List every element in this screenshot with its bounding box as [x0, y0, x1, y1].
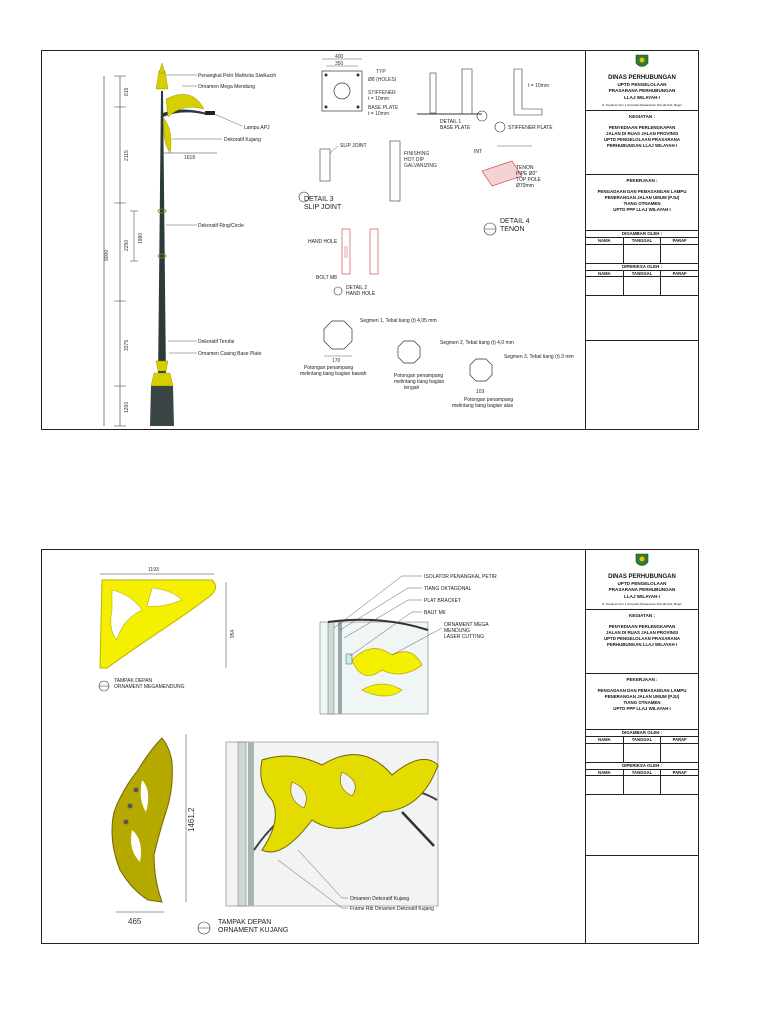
svg-text:ORNAMENT MEGAMENDUNG: ORNAMENT MEGAMENDUNG [114, 684, 185, 690]
digambar-block [586, 231, 698, 264]
diperiksa-label: DIPERIKSA OLEH : [586, 763, 698, 770]
lightning-crown [156, 71, 168, 89]
label-penangkal-petir: Penangkal Petir Mahkota Siwikacih [198, 73, 277, 79]
svg-text:HAND HOLE: HAND HOLE [346, 291, 376, 297]
org-name: DINAS PERHUBUNGAN [608, 574, 676, 581]
svg-text:DETAIL 1: DETAIL 1 [440, 119, 462, 125]
svg-text:Segmen 3, Tebal tiang (t) 3 mm: Segmen 3, Tebal tiang (t) 3 mm [504, 354, 574, 360]
detail-2-hand-hole [308, 229, 378, 297]
dim-1980: 1980 [138, 232, 144, 244]
svg-text:TAMPAK DEPAN: TAMPAK DEPAN [114, 678, 153, 684]
kegiatan-line: UPTD PENGELOLAAN PRASARANA [603, 137, 681, 143]
org-sub-line: PRASARANA PERHUBUNGAN [608, 88, 676, 94]
cross-section-middle [394, 340, 514, 391]
kegiatan-label: KEGIATAN : [628, 613, 656, 618]
svg-text:Potongan penampang: Potongan penampang [464, 397, 514, 403]
diperiksa-label: DIPERIKSA OLEH : [586, 264, 698, 271]
svg-text:TENON: TENON [500, 226, 525, 233]
svg-text:Ø70mm: Ø70mm [516, 183, 534, 189]
diperiksa-block [586, 763, 698, 796]
kegiatan-line: PERHUBUNGAN LLAJ WILAYAH I [606, 143, 678, 148]
pekerjaan-label: PEKERJAAN : [626, 677, 658, 682]
svg-text:t = 10mm: t = 10mm [528, 83, 549, 89]
digambar-label: DIGAMBAR OLEH : [586, 730, 698, 737]
svg-text:melintang tiang bagian bawah: melintang tiang bagian bawah [300, 371, 367, 377]
org-sub-line: LLAJ WILAYAH I [624, 94, 660, 100]
west-java-emblem-icon [635, 553, 649, 569]
svg-text:ORNAMENT KUJANG: ORNAMENT KUJANG [218, 927, 289, 934]
base-plate-casing [150, 386, 174, 426]
dim-3375: 3375 [124, 339, 130, 351]
svg-text:SLIP JOINT: SLIP JOINT [340, 143, 367, 149]
kujang-assembly-closeup [198, 742, 438, 934]
label-dekoratif-kujang: Dekoratif Kujang [224, 137, 261, 143]
org-sub-line: UPTD PENGELOLAAN [617, 581, 667, 587]
callout-kujang-frame: Frame Rib Ornamen Dekoratif Kujang [350, 906, 434, 912]
svg-text:STIFFENER PLATE: STIFFENER PLATE [508, 125, 553, 131]
svg-text:t = 10mm: t = 10mm [368, 111, 389, 117]
org-sub-line: UPTD PENGELOLAAN [617, 82, 667, 88]
stiffener-plate-detail [495, 69, 553, 132]
pekerjaan-line: UPTD PPP LLAJ WILAYAH I [613, 207, 671, 212]
digambar-block [586, 730, 698, 763]
col-nama: NAMA [586, 737, 624, 743]
svg-text:465: 465 [128, 917, 142, 926]
mega-mendung-ornament [166, 94, 204, 117]
kegiatan-line: PERHUBUNGAN LLAJ WILAYAH I [606, 642, 678, 647]
col-paraf: PARAF [672, 270, 687, 276]
svg-text:STIFFENER: STIFFENER [368, 90, 396, 96]
org-sub-line: LLAJ WILAYAH I [624, 593, 660, 599]
col-paraf: PARAF [672, 769, 687, 775]
svg-text:DETAIL 2: DETAIL 2 [346, 285, 368, 291]
dim-1260: 1260 [124, 401, 130, 413]
svg-text:1461,2: 1461,2 [187, 807, 196, 832]
kegiatan-line: JALAN DI RUAS JALAN PROVINSI [606, 131, 678, 137]
svg-text:Potongan penampang: Potongan penampang [304, 365, 354, 371]
svg-text:BASE PLATE: BASE PLATE [368, 105, 399, 111]
col-paraf: PARAF [672, 736, 687, 742]
dim-9000: 9000 [104, 249, 110, 261]
west-java-emblem-icon [635, 54, 649, 70]
svg-text:1193: 1193 [148, 567, 159, 573]
svg-text:GALVANIZING: GALVANIZING [404, 163, 437, 169]
lamp-head [205, 111, 215, 115]
svg-text:Segmen 1, Tebal tiang (t) 4,05: Segmen 1, Tebal tiang (t) 4,05 mm [360, 318, 437, 324]
svg-text:TOP POLE: TOP POLE [516, 177, 541, 183]
svg-text:PIPE Ø2": PIPE Ø2" [516, 171, 538, 177]
kegiatan-line: PENYEDIAAN PERLENGKAPAN [608, 125, 676, 131]
svg-text:ORNAMENT MEGA: ORNAMENT MEGA [444, 622, 489, 628]
pekerjaan-line: PENERANGAN JALAN UMUM (PJU) [604, 694, 680, 700]
sheet-1-svg [42, 51, 585, 429]
sheet-1-drawing-area [42, 51, 585, 429]
kujang-ornament [163, 117, 171, 153]
sheet-2-drawing-area [42, 550, 585, 943]
pekerjaan-line: TIANG OTNAMEN [623, 700, 661, 706]
svg-text:350: 350 [335, 61, 344, 67]
pekerjaan-line: PENGADAAN DAN PEMASANGAN LAMPU [597, 688, 687, 694]
base-plate-plan [322, 54, 399, 117]
label-dekoratif-terufai: Dekoratif Terufai [198, 339, 235, 345]
cross-section-top [452, 354, 574, 409]
pekerjaan-line: UPTD PPP LLAJ WILAYAH I [613, 706, 671, 711]
col-nama: NAMA [586, 271, 624, 277]
digambar-label: DIGAMBAR OLEH : [586, 231, 698, 238]
callout-tiang-oktagonal: TIANG OKTAGONAL [424, 586, 472, 592]
svg-text:103: 103 [476, 389, 485, 395]
org-name: DINAS PERHUBUNGAN [608, 75, 676, 82]
dim-2115: 2115 [124, 150, 130, 161]
label-lampu: Lampu APJ [244, 125, 270, 131]
svg-text:TENON: TENON [516, 165, 534, 171]
callout-isolator: ISOLATOR PENANGKAL PETIR [424, 574, 497, 580]
svg-text:Ø8 (HOLES): Ø8 (HOLES) [368, 77, 397, 83]
svg-text:TYP: TYP [376, 69, 386, 75]
title-block-1 [585, 51, 698, 429]
kegiatan-label: KEGIATAN : [628, 114, 656, 119]
megamendung-front-view [99, 567, 236, 691]
svg-text:DETAIL 3: DETAIL 3 [304, 196, 334, 203]
svg-text:tengah: tengah [404, 385, 420, 391]
svg-text:t = 10mm: t = 10mm [368, 96, 389, 102]
sheet-2-svg [42, 550, 585, 943]
org-address: Jl. Soydman Km 1 Komplek Perkantoran Pemda Kab. Bogor [601, 601, 683, 606]
svg-text:400: 400 [335, 54, 344, 60]
svg-text:Potongan penampang: Potongan penampang [394, 373, 444, 379]
kegiatan-line: JALAN DI RUAS JALAN PROVINSI [606, 630, 678, 636]
svg-text:DETAIL 4: DETAIL 4 [500, 218, 530, 225]
label-dekoratif-ring: Dekoratif Ring/Circle [198, 223, 244, 229]
svg-text:MENDUNG: MENDUNG [444, 628, 470, 634]
col-nama: NAMA [586, 238, 624, 244]
svg-text:170: 170 [332, 358, 341, 364]
svg-text:BASE PLATE: BASE PLATE [440, 125, 471, 131]
col-tanggal: TANGGAL [624, 770, 662, 776]
svg-text:SLIP JOINT: SLIP JOINT [304, 204, 342, 211]
detail-4-tenon [474, 146, 541, 235]
svg-text:melintang tiang bagian atas: melintang tiang bagian atas [452, 403, 514, 409]
pekerjaan-label: PEKERJAAN : [626, 178, 658, 183]
kujang-front-view [112, 734, 196, 926]
svg-text:HOT DIP: HOT DIP [404, 157, 425, 163]
pekerjaan-line: TIANG OTNAMEN [623, 201, 661, 207]
svg-text:Segmen 2, Tebal tiang (t) 4,0: Segmen 2, Tebal tiang (t) 4,0 mm [440, 340, 514, 346]
cross-section-bottom [300, 318, 437, 377]
svg-text:LASER CUTTING: LASER CUTTING [444, 634, 485, 640]
bracket-assembly-detail [320, 574, 497, 714]
dim-2250: 2250 [124, 239, 130, 251]
svg-text:TAMPAK DEPAN: TAMPAK DEPAN [218, 919, 272, 926]
svg-text:HAND HOLE: HAND HOLE [308, 239, 338, 245]
col-paraf: PARAF [672, 237, 687, 243]
col-tanggal: TANGGAL [624, 238, 662, 244]
dim-815: 815 [124, 87, 130, 96]
org-address: Jl. Soydman Km 1 Komplek Perkantoran Pemda Kab. Bogor [601, 102, 683, 107]
col-tanggal: TANGGAL [624, 737, 662, 743]
title-block-2 [585, 550, 698, 943]
arm-dim: 1618 [184, 155, 196, 161]
detail-1-base-plate [417, 69, 487, 131]
callout-plat-bracket: PLAT BRACKET [424, 598, 462, 604]
svg-text:melintang tiang bagian: melintang tiang bagian [394, 379, 445, 385]
drawing-sheet-1 [41, 50, 699, 430]
label-mega-mendung: Ornamen Mega Mendung [198, 84, 255, 90]
org-sub-line: PRASARANA PERHUBUNGAN [608, 587, 676, 593]
col-tanggal: TANGGAL [624, 271, 662, 277]
callout-baut-m6: BAUT M6 [424, 610, 446, 616]
kegiatan-line: PENYEDIAAN PERLENGKAPAN [608, 624, 676, 630]
terufai-ornament [156, 361, 168, 371]
callout-kujang-ornament: Ornamen Dekoratif Kujang [350, 896, 410, 902]
kegiatan-line: UPTD PENGELOLAAN PRASARANA [603, 636, 681, 642]
col-nama: NAMA [586, 770, 624, 776]
svg-text:INT: INT [474, 149, 483, 155]
pekerjaan-line: PENERANGAN JALAN UMUM (PJU) [604, 195, 680, 201]
diperiksa-block [586, 264, 698, 297]
svg-text:954: 954 [230, 629, 236, 638]
drawing-sheet-2 [41, 549, 699, 944]
detail-3-slip-joint [299, 141, 437, 211]
svg-text:FINISHING: FINISHING [404, 151, 430, 157]
label-ornamen-casing: Ornamen Casing Base Plate [198, 351, 262, 357]
svg-text:BOLT M8: BOLT M8 [316, 275, 337, 281]
pekerjaan-line: PENGADAAN DAN PEMASANGAN LAMPU [597, 189, 687, 195]
